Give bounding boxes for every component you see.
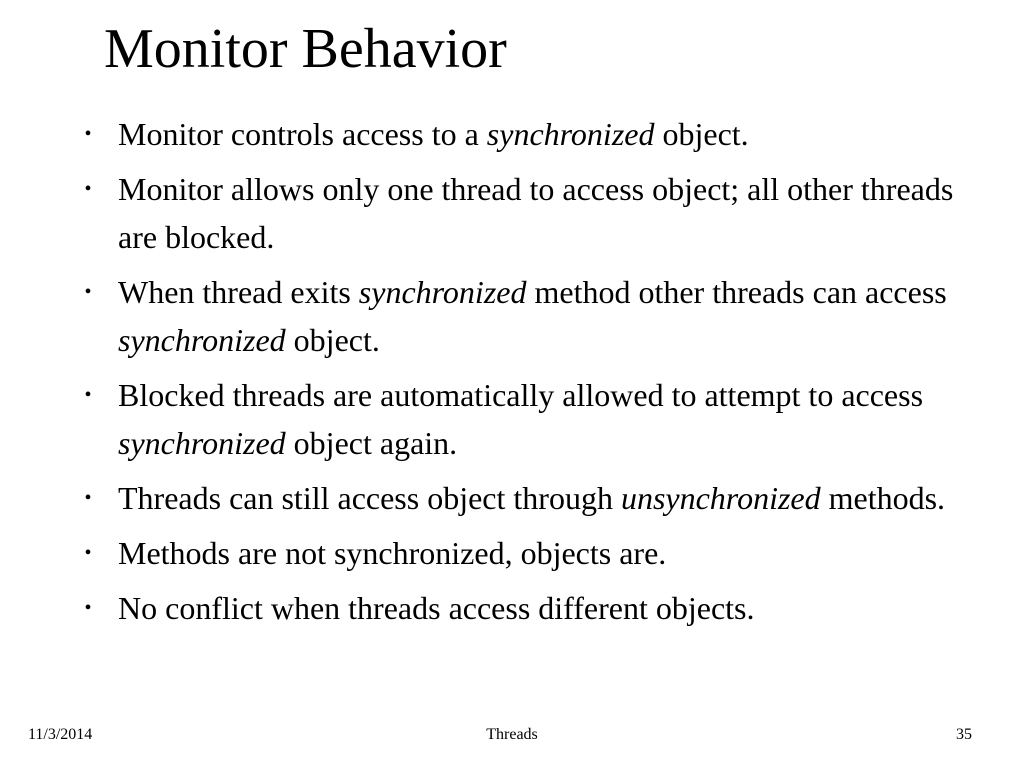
bullet-text-run: When thread exits [118, 274, 359, 310]
bullet-text-italic-run: synchronized [358, 274, 527, 310]
bullet-item [78, 529, 958, 577]
bullet-item [78, 110, 958, 158]
bullet-text-run: object again. [285, 425, 458, 461]
bullet-text-run: Monitor allows only one thread to access object; all other threads are blocked. [118, 171, 954, 255]
bullet-text-italic-run: synchronized [118, 425, 286, 461]
bullet-text-run: Blocked threads are automatically allowed to attempt to access [118, 377, 924, 413]
bullet-text [118, 377, 923, 461]
bullet-icon: • [84, 178, 92, 200]
bullet-icon: • [84, 384, 92, 406]
footer-page-number: 35 [956, 726, 972, 743]
bullet-icon: • [84, 542, 92, 564]
bullet-icon: • [84, 597, 92, 619]
footer-topic: Threads [486, 726, 538, 743]
bullet-list [78, 110, 958, 639]
bullet-icon: • [84, 123, 92, 145]
bullet-icon: • [84, 281, 92, 303]
bullet-text-run: object. [285, 322, 380, 358]
footer-date: 11/3/2014 [28, 726, 93, 743]
bullet-item [78, 474, 958, 522]
slide-title: Monitor Behavior [104, 18, 507, 80]
bullet-item [78, 371, 958, 467]
bullet-text [118, 535, 666, 571]
bullet-item [78, 165, 958, 261]
bullet-text [118, 590, 755, 626]
bullet-text-italic-run: synchronized [118, 322, 286, 358]
bullet-text-run: object. [654, 116, 749, 152]
bullet-text-run: Threads can still access object through [118, 480, 621, 516]
bullet-text-italic-run: unsynchronized [620, 480, 821, 516]
bullet-text-italic-run: synchronized [486, 116, 655, 152]
bullet-text [118, 480, 945, 516]
bullet-item [78, 268, 958, 364]
bullet-icon: • [84, 487, 92, 509]
bullet-text-run: Methods are not synchronized, objects are. [118, 535, 667, 571]
bullet-text [118, 116, 749, 152]
bullet-item [78, 584, 958, 632]
bullet-text [118, 274, 947, 358]
bullet-text-run: Monitor controls access to a [118, 116, 487, 152]
bullet-text-run: methods. [820, 480, 946, 516]
bullet-text [118, 171, 953, 255]
bullet-text-run: method other threads can access [526, 274, 947, 310]
bullet-text-run: No conflict when threads access different objects. [118, 590, 755, 626]
